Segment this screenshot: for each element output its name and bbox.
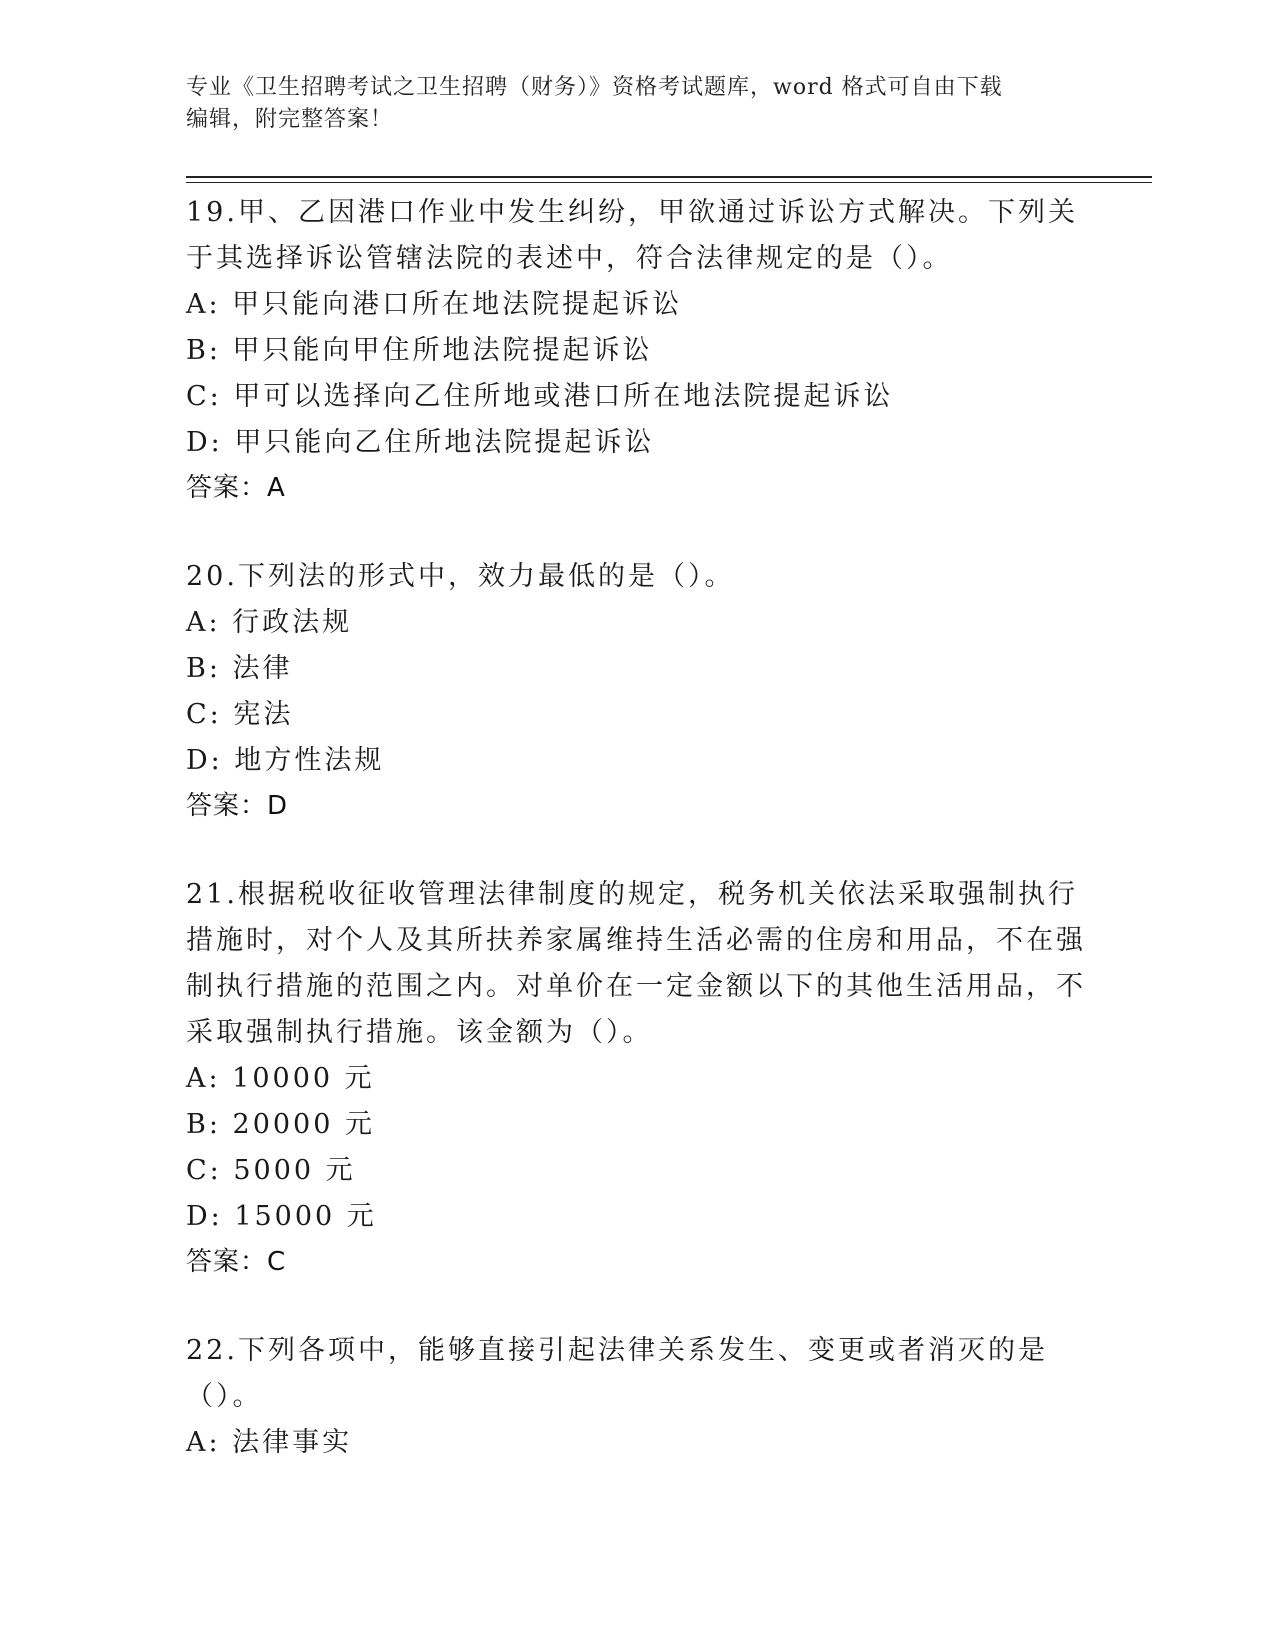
answer-line: 答案：C	[186, 1247, 287, 1277]
header-rule-thin	[186, 182, 1152, 183]
question-text: 19.甲、乙因港口作业中发生纠纷，甲欲通过诉讼方式解决。下列关于其选择诉讼管辖法院的表述中，符合法律规定的是（）。	[186, 197, 1078, 274]
option-d: D: 地方性法规	[186, 745, 385, 776]
option-c: C: 宪法	[186, 699, 294, 730]
question-21	[186, 872, 1086, 1284]
option-a: A: 10000 元	[186, 1063, 375, 1094]
option-b: B: 甲只能向甲住所地法院提起诉讼	[186, 335, 653, 366]
option-b: B: 法律	[186, 653, 293, 684]
option-a: A: 法律事实	[186, 1427, 353, 1458]
option-c: C: 甲可以选择向乙住所地或港口所在地法院提起诉讼	[186, 381, 894, 412]
option-b: B: 20000 元	[186, 1109, 375, 1140]
answer-line: 答案：D	[186, 791, 289, 821]
header-line-1: 专业《卫生招聘考试之卫生招聘（财务）》资格考试题库，word 格式可自由下载	[186, 75, 1003, 100]
question-text: 20.下列法的形式中，效力最低的是（）。	[186, 561, 735, 592]
option-a: A: 行政法规	[186, 607, 353, 638]
question-text: 22.下列各项中，能够直接引起法律关系发生、变更或者消灭的是（）。	[186, 1335, 1048, 1412]
header-line-2: 编辑，附完整答案！	[186, 107, 394, 132]
option-a: A: 甲只能向港口所在地法院提起诉讼	[186, 289, 683, 320]
question-20	[186, 554, 1086, 828]
question-22	[186, 1328, 1086, 1466]
option-d: D: 15000 元	[186, 1201, 377, 1232]
question-text: 21.根据税收征收管理法律制度的规定，税务机关依法采取强制执行措施时，对个人及其所扶养家属维持生活必需的住房和用品，不在强制执行措施的范围之内。对单价在一定金额以下的其他生活用品，不采取强制执行措施。该金额为（）。	[186, 879, 1086, 1048]
document-header	[186, 72, 1066, 136]
header-rule-thick	[186, 176, 1152, 178]
question-19	[186, 190, 1086, 510]
option-c: C: 5000 元	[186, 1155, 356, 1186]
answer-line: 答案：A	[186, 473, 286, 503]
option-d: D: 甲只能向乙住所地法院提起诉讼	[186, 427, 655, 458]
question-list	[186, 190, 1086, 1510]
